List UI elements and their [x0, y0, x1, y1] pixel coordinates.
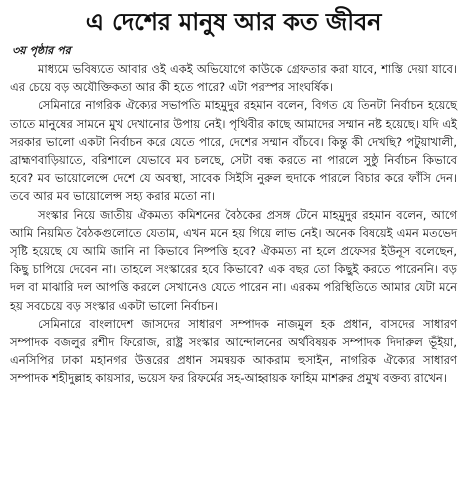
article-headline: এ দেশের মানুষ আর কত জীবন [85, 8, 382, 36]
continued-from-label: ৩য় পৃষ্ঠার পর [12, 44, 71, 57]
article-paragraph: মাধ্যমে ভবিষ্যতে আবার ওই একই অভিযোগে কাউকে গ্রেফতার করা যাবে, শাস্তি দেয়া যাবে। এর চেয়ে বড় অযৌক্তিকতা আর কী হতে পারে? এটা পরস্পর সাংঘর্ষিক। [10, 62, 457, 95]
article-paragraph: সেমিনারে নাগরিক ঐক্যের সভাপতি মাহমুদুর রহমান বলেন, বিগত যে তিনটা নির্বাচন হয়েছে তাতে মানুষের সামনে মুখ দেখানোর উপায় নেই। পৃথিবীর কাছে আমাদের সম্মান নষ্ট হয়েছে। যদি এই সরকার ভালো একটা নির্বাচন করে যেতে পারে, দেশের সম্মান বাঁচবে। কিন্তু কী দেখছি? পটুয়াখালী, ব্রাহ্মণবাড়িয়াতে, বরিশালে যেভাবে মব চলছে, সেটা বন্ধ করতে না পারলে সুষ্ঠু নির্বাচন কিভাবে হবে? মব ভায়োলেন্সে দেশে যে অবস্থা, সাবেক সিইসি নুরুল হুদাকে পারলে বিচার করে ফাঁসি দেন। তবে আর মব ভায়োলেন্স সহ্য করার মতো না। [10, 98, 457, 204]
article-paragraph: সংস্কার নিয়ে জাতীয় ঐকমত্য কমিশনের বৈঠকের প্রসঙ্গ টেনে মাহমুদুর রহমান বলেন, আগে আমি নিয়মিত বৈঠকগুলোতে যেতাম, এখন মনে হয় গিয়ে লাভ নেই। অনেক বিষয়েই এমন মতভেদ সৃষ্টি হয়েছে যে আমি জানি না কিভাবে নিষ্পত্তি হবে? ঐকমত্য না হলে প্রফেসর ইউনূস বলেছেন, কিছু চাপিয়ে দেবেন না। তাহলে সংস্কারের হবে কিভাবে? এক বছর তো কিছুই করতে পারেননি। বড় দল বা মাঝারি দল আপত্তি করলে সেখানেও যেতে পারেন না। এরকম পরিস্থিতিতে আমার যেটা মনে হয় সবচেয়ে বড় সংস্কার একটা ভালো নির্বাচন। [10, 207, 457, 313]
article-body [10, 60, 457, 388]
article-paragraph: সেমিনারে বাংলাদেশ জাসদের সাধারণ সম্পাদক নাজমুল হক প্রধান, বাসদের সাধারণ সম্পাদক বজলুর রশীদ ফিরোজ, রাষ্ট্র সংস্কার আন্দোলনের অর্থবিষয়ক সম্পাদক দিদারুল ভূঁইয়া, এনসিপির ঢাকা মহানগর উত্তরের প্রধান সমন্বয়ক আকরাম হুসাইন, নাগরিক ঐক্যের সাধারণ সম্পাদক শহীদুল্লাহ কায়সার, ভয়েস ফর রিফর্মের সহ-আহ্বায়ক ফাহিম মাশরুর প্রমুখ বক্তব্য রাখেন। [10, 316, 457, 386]
